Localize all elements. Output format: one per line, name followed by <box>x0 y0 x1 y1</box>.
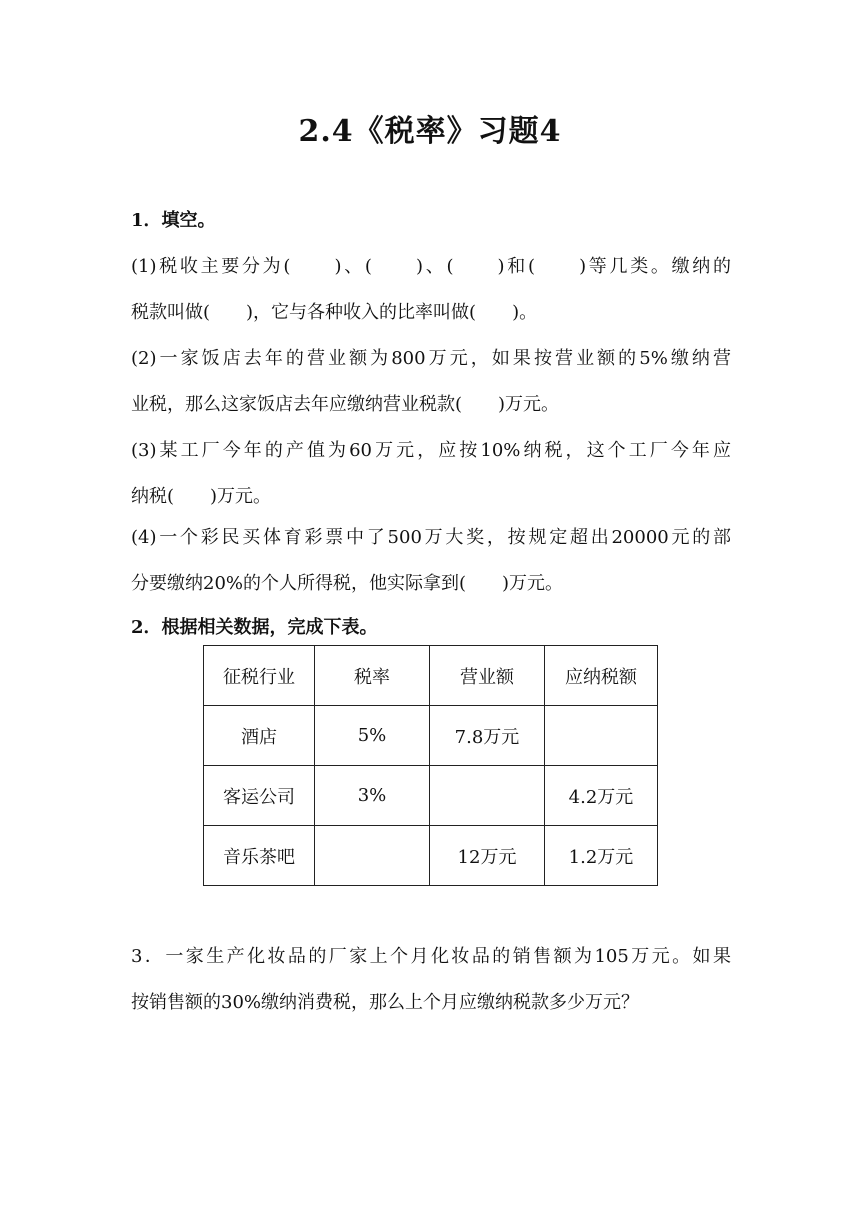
table-cell: 4.2万元 <box>545 766 658 826</box>
question-3-line: 按销售额的30%缴纳消费税，那么上个月应缴纳税款多少万元？ <box>131 992 640 1013</box>
question-1-line: (2)一家饭店去年的营业额为800万元，如果按营业额的5%缴纳营 <box>131 348 731 369</box>
table-cell: 5% <box>315 706 430 766</box>
table-cell: 音乐茶吧 <box>204 826 315 886</box>
question-1-line: (3)某工厂今年的产值为60万元，应按10%纳税，这个工厂今年应 <box>131 440 731 461</box>
question-1-heading: 1．填空。 <box>131 210 216 231</box>
table-header-row <box>204 646 658 706</box>
table-header-cell: 征税行业 <box>204 646 315 706</box>
table-cell <box>545 706 658 766</box>
question-1-line: 业税，那么这家饭店去年应缴纳营业税款( )万元。 <box>131 394 560 415</box>
table-row <box>204 766 658 826</box>
page-title: 2.4《税率》习题4 <box>298 114 562 149</box>
table-cell: 客运公司 <box>204 766 315 826</box>
table-cell: 3% <box>315 766 430 826</box>
question-1-line: (4)一个彩民买体育彩票中了500万大奖，按规定超出20000元的部 <box>131 527 731 548</box>
tax-table <box>203 645 658 886</box>
question-2-heading: 2．根据相关数据，完成下表。 <box>131 617 378 638</box>
question-1-line: 分要缴纳20%的个人所得税，他实际拿到( )万元。 <box>131 573 564 594</box>
question-1-line: 税款叫做( )，它与各种收入的比率叫做( )。 <box>131 302 538 323</box>
question-3-line: 3．一家生产化妆品的厂家上个月化妆品的销售额为105万元。如果 <box>131 946 731 967</box>
table-row <box>204 706 658 766</box>
question-1-line: 纳税( )万元。 <box>131 486 272 507</box>
table-cell <box>430 766 545 826</box>
table-header-cell: 应纳税额 <box>545 646 658 706</box>
table-cell: 7.8万元 <box>430 706 545 766</box>
table-header-cell: 税率 <box>315 646 430 706</box>
table-cell: 酒店 <box>204 706 315 766</box>
table-cell: 12万元 <box>430 826 545 886</box>
table-header-cell: 营业额 <box>430 646 545 706</box>
table-row <box>204 826 658 886</box>
table-cell <box>315 826 430 886</box>
question-1-line: (1)税收主要分为( )、( )、( )和( )等几类。缴纳的 <box>131 256 731 277</box>
table-cell: 1.2万元 <box>545 826 658 886</box>
